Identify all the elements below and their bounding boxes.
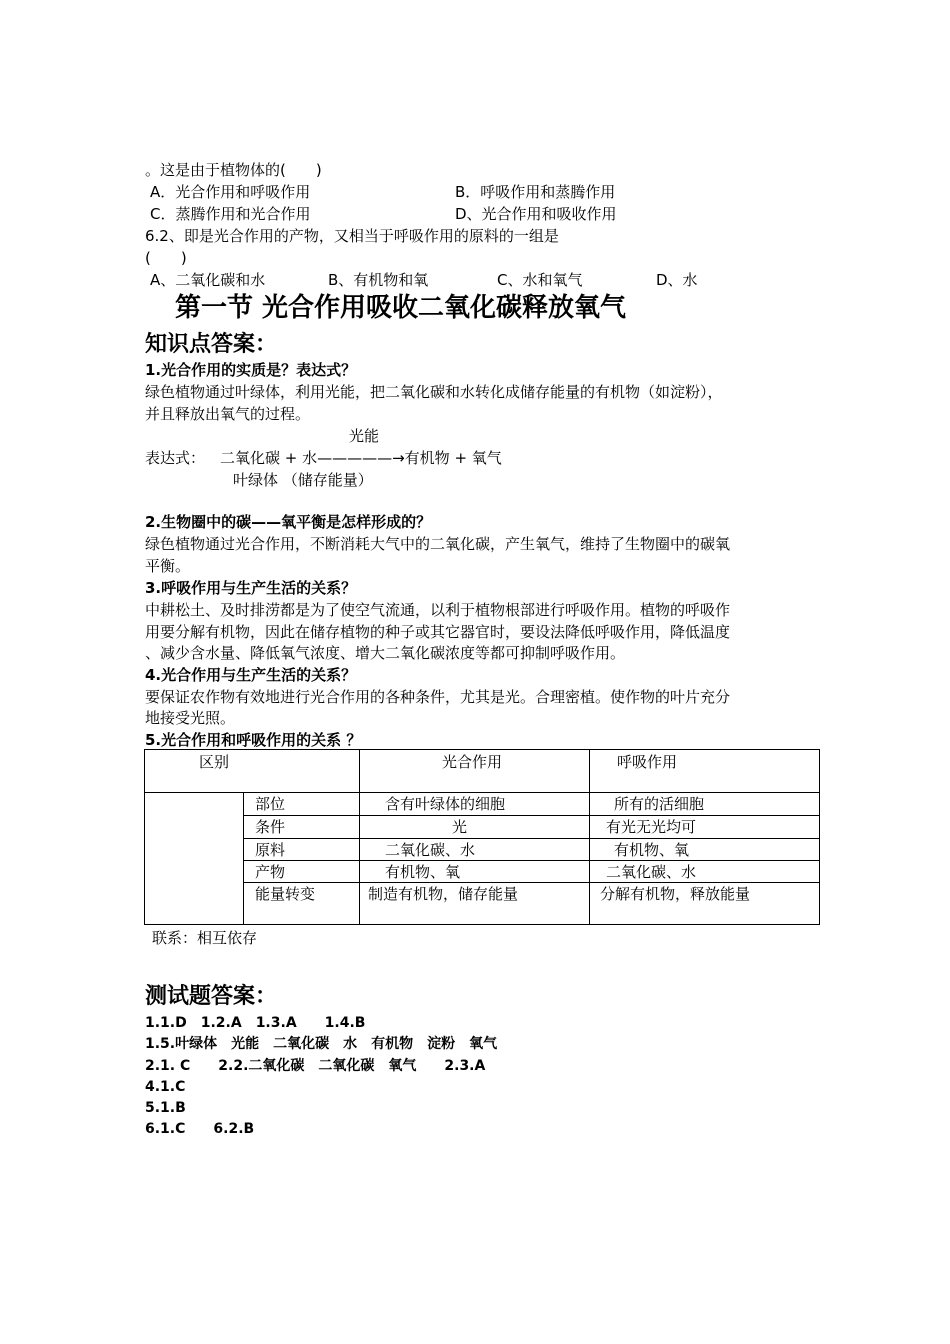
knowledge-q3: 3.呼吸作用与生产生活的关系？	[145, 579, 357, 597]
table-header-difference: 区别	[199, 753, 230, 771]
comparison-table	[144, 749, 820, 925]
option-c: C．蒸腾作用和光合作用	[150, 205, 311, 223]
knowledge-a2-line2: 平衡。	[145, 557, 191, 575]
test-answer-line: 4.1.C	[145, 1079, 186, 1095]
knowledge-a4-line2: 地接受光照。	[145, 709, 236, 727]
knowledge-a2-line1: 绿色植物通过光合作用，不断消耗大气中的二氧化碳，产生氧气，维持了生物圈中的碳氧	[145, 535, 731, 553]
knowledge-heading: 知识点答案：	[145, 332, 278, 357]
knowledge-q4: 4.光合作用与生产生活的关系？	[145, 666, 357, 684]
knowledge-a3-line2: 用要分解有机物，因此在储存植物的种子或其它器官时，要设法降低呼吸作用，降低温度	[145, 623, 731, 641]
test-answer-line: 5.1.B	[145, 1100, 186, 1116]
table-divider	[243, 860, 819, 861]
table-divider	[145, 792, 819, 793]
table-cell-respiration: 分解有机物，释放能量	[600, 885, 751, 903]
knowledge-q1: 1.光合作用的实质是？表达式？	[145, 361, 357, 379]
table-row-label: 能量转变	[255, 885, 316, 903]
table-row-label: 部位	[255, 795, 286, 813]
table-cell-photosynthesis: 含有叶绿体的细胞	[385, 795, 506, 813]
option-a: A．光合作用和呼吸作用	[150, 183, 311, 201]
expression-equation: 二氧化碳 + 水—————→有机物 + 氧气	[220, 449, 502, 467]
test-heading: 测试题答案：	[145, 984, 278, 1009]
q62-option-b: B、有机物和氧	[328, 271, 429, 289]
test-answer-line: 2.1. C 2.2.二氧化碳 二氧化碳 氧气 2.3.A	[145, 1058, 486, 1074]
question-stem: 。这是由于植物体的( )	[145, 161, 322, 179]
knowledge-q2: 2.生物圈中的碳——氧平衡是怎样形成的？	[145, 513, 432, 531]
table-note: 联系：相互依存	[152, 929, 258, 947]
knowledge-a3-line1: 中耕松土、及时排涝都是为了使空气流通，以利于植物根部进行呼吸作用。植物的呼吸作	[145, 601, 731, 619]
table-row-label: 产物	[255, 863, 286, 881]
option-b: B．呼吸作用和蒸腾作用	[455, 183, 616, 201]
table-row-label: 原料	[255, 841, 286, 859]
table-cell-respiration: 有光无光均可	[606, 818, 697, 836]
table-row-label: 条件	[255, 818, 286, 836]
table-cell-photosynthesis: 光	[452, 818, 468, 836]
table-cell-respiration: 二氧化碳、水	[606, 863, 697, 881]
table-header-photosynthesis: 光合作用	[442, 753, 503, 771]
expression-label: 表达式：	[145, 449, 206, 467]
table-cell-photosynthesis: 制造有机物，储存能量	[368, 885, 519, 903]
section-title: 第一节 光合作用吸收二氧化碳释放氧气	[175, 293, 627, 323]
expression-light-energy: 光能	[349, 427, 380, 445]
knowledge-a1-line1: 绿色植物通过叶绿体，利用光能，把二氧化碳和水转化成储存能量的有机物（如淀粉），	[145, 383, 723, 401]
table-cell-respiration: 所有的活细胞	[614, 795, 705, 813]
q62-option-a: A、二氧化碳和水	[150, 271, 266, 289]
knowledge-a1-line2: 并且释放出氧气的过程。	[145, 405, 311, 423]
knowledge-q5: 5.光合作用和呼吸作用的关系 ？	[145, 731, 362, 749]
table-cell-photosynthesis: 有机物、氧	[385, 863, 461, 881]
q62-option-d: D、水	[656, 271, 698, 289]
table-divider	[589, 750, 590, 924]
table-cell-respiration: 有机物、氧	[614, 841, 690, 859]
table-header-respiration: 呼吸作用	[617, 753, 678, 771]
option-d: D、光合作用和吸收作用	[455, 205, 617, 223]
table-divider	[243, 793, 244, 924]
question-6-2-stem: 6.2、即是光合作用的产物，又相当于呼吸作用的原料的一组是	[145, 227, 559, 245]
table-cell-photosynthesis: 二氧化碳、水	[385, 841, 476, 859]
test-answer-line: 6.1.C 6.2.B	[145, 1121, 255, 1137]
knowledge-a4-line1: 要保证农作物有效地进行光合作用的各种条件，尤其是光。合理密植。使作物的叶片充分	[145, 688, 731, 706]
question-6-2-paren: ( )	[145, 249, 187, 267]
expression-chloroplast: 叶绿体 （储存能量）	[233, 471, 373, 489]
test-answer-line: 1.5.叶绿体 光能 二氧化碳 水 有机物 淀粉 氧气	[145, 1036, 498, 1052]
knowledge-a3-line3: 、减少含水量、降低氧气浓度、增大二氧化碳浓度等都可抑制呼吸作用。	[145, 644, 626, 662]
table-divider	[243, 838, 819, 839]
q62-option-c: C、水和氧气	[497, 271, 583, 289]
table-divider	[359, 750, 360, 924]
table-divider	[243, 815, 819, 816]
table-divider	[243, 882, 819, 883]
test-answer-line: 1.1.D 1.2.A 1.3.A 1.4.B	[145, 1015, 366, 1031]
